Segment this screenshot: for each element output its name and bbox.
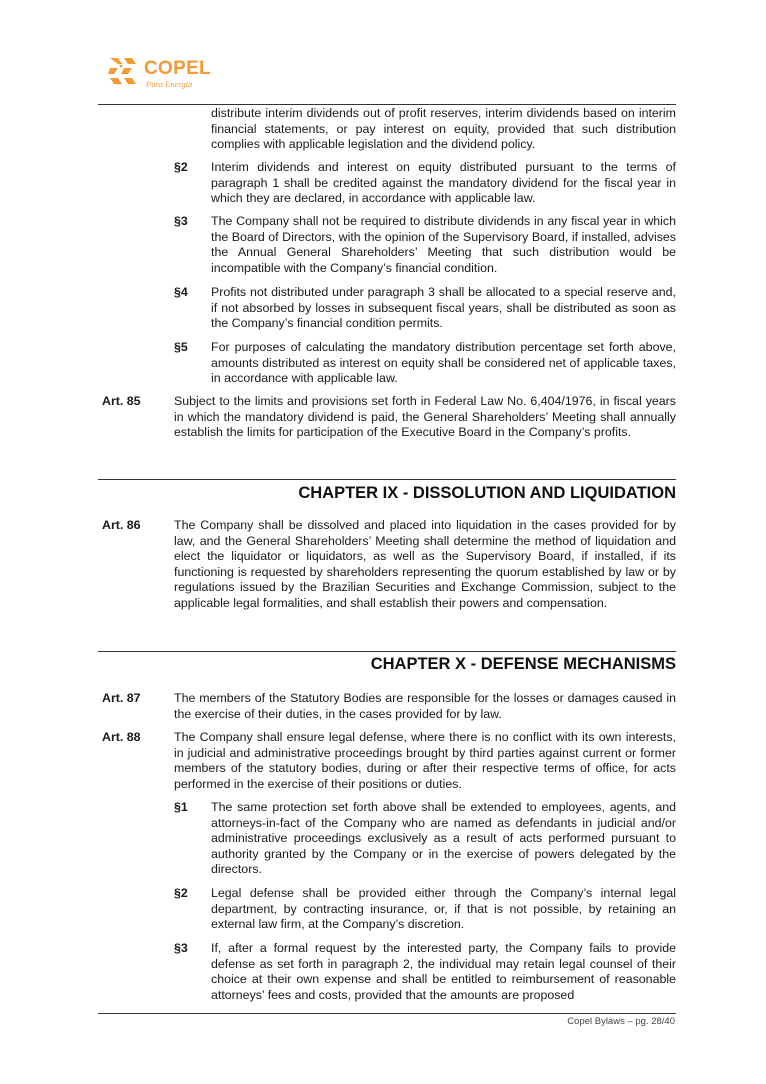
paragraph-continued: distribute interim dividends out of profit reserves, interim dividends based on interim financial statements, or pay interest on equity, provided that such distribution complies with applicable legislation and the dividend policy. [211, 106, 676, 152]
chapter-heading: CHAPTER X - DEFENSE MECHANISMS [370, 655, 676, 673]
article-85-text: Subject to the limits and provisions set forth in Federal Law No. 6,404/1976, in fiscal years in which the mandatory dividend is paid, the General Shareholders’ Meeting shall annually establish the limits for participation of the Executive Board in the Company’s profits. [174, 394, 676, 440]
logo-wordmark: COPEL [144, 58, 211, 79]
paragraph-s5: For purposes of calculating the mandatory distribution percentage set forth above, amounts distributed as interest on equity shall be considered net of applicable taxes, in accordance with applicable law. [211, 340, 676, 386]
paragraph-s4: Profits not distributed under paragraph 3 shall be allocated to a special reserve and, if not absorbed by losses in subsequent fiscal years, shall be distributed as soon as the Company’s financial condition permits. [211, 285, 676, 331]
section-marker: §1 [174, 800, 188, 814]
article-marker: Art. 85 [102, 394, 141, 408]
paragraph-s3: The Company shall not be required to distribute dividends in any fiscal year in which the Board of Directors, with the opinion of the Supervisory Board, if installed, advises the Annual General Shareholders’ Meeting that such distribution would be incompatible with the Company’s financial condition. [211, 214, 676, 275]
article-86-text: The Company shall be dissolved and placed into liquidation in the cases provided for by law, and the General Shareholders’ Meeting shall determine the method of liquidation and elect the liquidator or liquidators, as well as the Supervisory Board, if installed, if its functioning is requested by shareholders representing the quorum established by law or by regulations issued by the Brazilian Securities and Exchange Commission, subject to the applicable legal formalities, and shall establish their powers and compensation. [174, 518, 676, 610]
company-logo [108, 54, 218, 94]
paragraph-a88-s1: The same protection set forth above shall be extended to employees, agents, and attorneys-in-fact of the Company who are named as defendants in judicial and/or administrative proceedings exclusively as a result of acts performed pursuant to authority granted by the Company or in the exercise of powers delegated by the directors. [211, 800, 676, 877]
copel-logo-icon [108, 56, 140, 88]
footer-rule [98, 1013, 676, 1014]
paragraph-a88-s3: If, after a formal request by the interested party, the Company fails to provide defense as set forth in paragraph 2, the individual may retain legal counsel of their choice at their own expense and shall be entitled to reimbursement of reasonable attorneys’ fees and costs, provided that the amounts are proposed [211, 941, 676, 1002]
section-marker: §2 [174, 886, 188, 900]
header-rule [98, 104, 676, 105]
section-marker: §4 [174, 285, 188, 299]
section-marker: §5 [174, 340, 188, 354]
chapter-heading: CHAPTER IX - DISSOLUTION AND LIQUIDATION [298, 484, 676, 502]
article-87-text: The members of the Statutory Bodies are responsible for the losses or damages caused in the exercise of their duties, in the cases provided for by law. [174, 691, 676, 721]
section-marker: §3 [174, 214, 188, 228]
page-footer: Copel Bylaws – pg. 28/40 [567, 1016, 675, 1027]
article-marker: Art. 88 [102, 730, 141, 744]
chapter-rule [98, 651, 676, 652]
article-marker: Art. 86 [102, 518, 141, 532]
chapter-rule [98, 479, 676, 480]
article-marker: Art. 87 [102, 691, 141, 705]
paragraph-a88-s2: Legal defense shall be provided either through the Company’s internal legal department, by contracting insurance, or, if that is not possible, by retaining an external law firm, at the Company’s discretion. [211, 886, 676, 932]
section-marker: §3 [174, 941, 188, 955]
section-marker: §2 [174, 160, 188, 174]
article-88-text: The Company shall ensure legal defense, where there is no conflict with its own interests, in judicial and administrative proceedings brought by third parties against current or former members of the statutory bodies, during or after their respective terms of office, for acts performed in the exercise of their positions or duties. [174, 730, 676, 791]
paragraph-s2: Interim dividends and interest on equity distributed pursuant to the terms of paragraph 1 shall be credited against the mandatory dividend for the fiscal year in which they are declared, in accordance with applicable law. [211, 160, 676, 206]
logo-tagline: Pura Energia [146, 79, 193, 89]
